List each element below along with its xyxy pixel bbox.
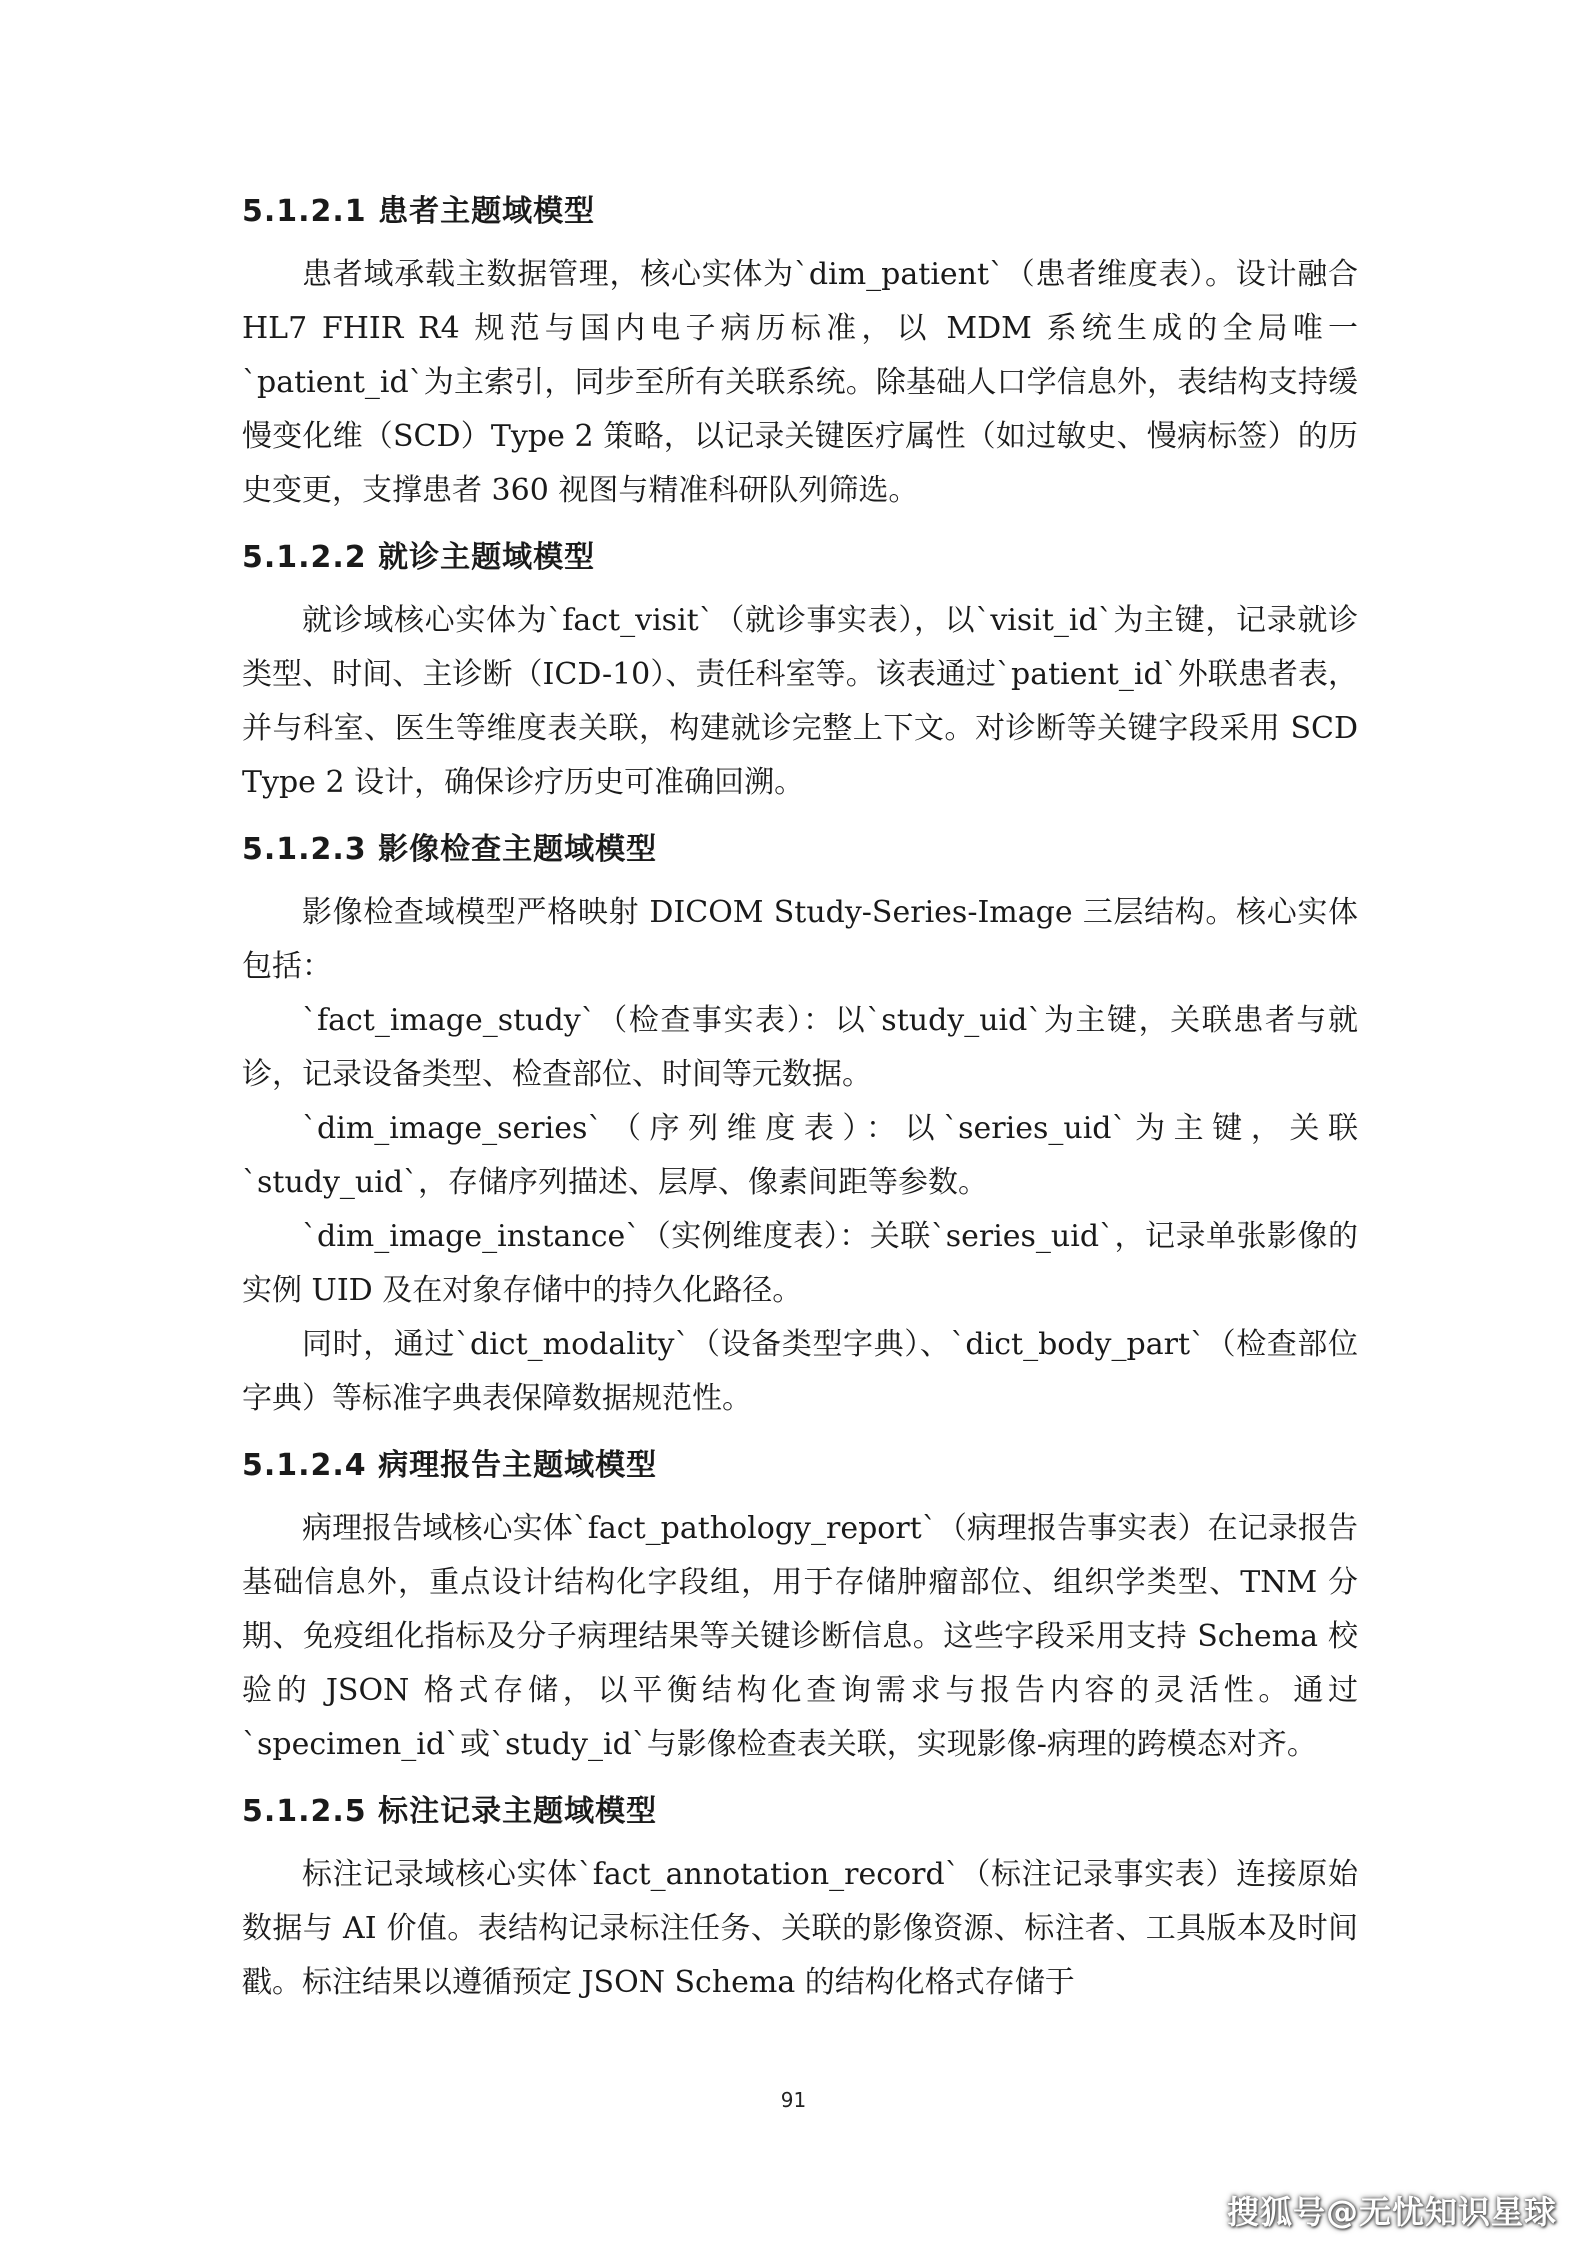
section-heading: 5.1.2.5 标注记录主题域模型 [242, 1794, 658, 1829]
section-annotation [242, 1790, 1358, 2010]
section-visit [242, 536, 1358, 810]
section-patient [242, 190, 1358, 518]
paragraph: 标注记录域核心实体`fact_annotation_record`（标注记录事实表）连接原始数据与 AI 价值。表结构记录标注任务、关联的影像资源、标注者、工具版本及时间戳。标注结果以遵循预定 JSON Schema 的结构化格式存储于 [242, 1857, 1358, 2000]
paragraph: 就诊域核心实体为`fact_visit`（就诊事实表），以`visit_id`为主键，记录就诊类型、时间、主诊断（ICD-10）、责任科室等。该表通过`patient_id`外联患者表，并与科室、医生等维度表关联，构建就诊完整上下文。对诊断等关键字段采用 SCD Type 2 设计，确保诊疗历史可准确回溯。 [242, 603, 1358, 800]
section-pathology [242, 1444, 1358, 1772]
paragraph: 影像检查域模型严格映射 DICOM Study-Series-Image 三层结构。核心实体包括： [242, 895, 1358, 984]
document-body [242, 190, 1358, 2028]
paragraph: 同时，通过`dict_modality`（设备类型字典）、`dict_body_part`（检查部位字典）等标准字典表保障数据规范性。 [242, 1327, 1358, 1416]
paragraph: 病理报告域核心实体`fact_pathology_report`（病理报告事实表）在记录报告基础信息外，重点设计结构化字段组，用于存储肿瘤部位、组织学类型、TNM 分期、免疫组化指标及分子病理结果等关键诊断信息。这些字段采用支持 Schema 校验的 JSON 格式存储，以平衡结构化查询需求与报告内容的灵活性。通过`specimen_id`或`study_id`与影像检查表关联，实现影像-病理的跨模态对齐。 [242, 1511, 1358, 1762]
paragraph: `dim_image_instance`（实例维度表）：关联`series_uid`，记录单张影像的实例 UID 及在对象存储中的持久化路径。 [242, 1219, 1358, 1308]
watermark: 搜狐号@无忧知识星球 [1226, 2193, 1557, 2231]
paragraph: 患者域承载主数据管理，核心实体为`dim_patient`（患者维度表）。设计融合 HL7 FHIR R4 规范与国内电子病历标准，以 MDM 系统生成的全局唯一`patient_id`为主索引，同步至所有关联系统。除基础人口学信息外，表结构支持缓慢变化维（SCD）Type 2 策略，以记录关键医疗属性（如过敏史、慢病标签）的历史变更，支撑患者 360 视图与精准科研队列筛选。 [242, 257, 1358, 508]
section-heading: 5.1.2.1 患者主题域模型 [242, 194, 596, 229]
section-heading: 5.1.2.2 就诊主题域模型 [242, 540, 596, 575]
page-number: 91 [780, 2088, 807, 2112]
section-heading: 5.1.2.4 病理报告主题域模型 [242, 1448, 658, 1483]
paragraph: `fact_image_study`（检查事实表）：以`study_uid`为主键，关联患者与就诊，记录设备类型、检查部位、时间等元数据。 [242, 1003, 1358, 1092]
section-heading: 5.1.2.3 影像检查主题域模型 [242, 832, 658, 867]
section-imaging [242, 828, 1358, 1426]
paragraph: `dim_image_series`（序列维度表）：以`series_uid`为主键，关联`study_uid`，存储序列描述、层厚、像素间距等参数。 [242, 1111, 1358, 1200]
